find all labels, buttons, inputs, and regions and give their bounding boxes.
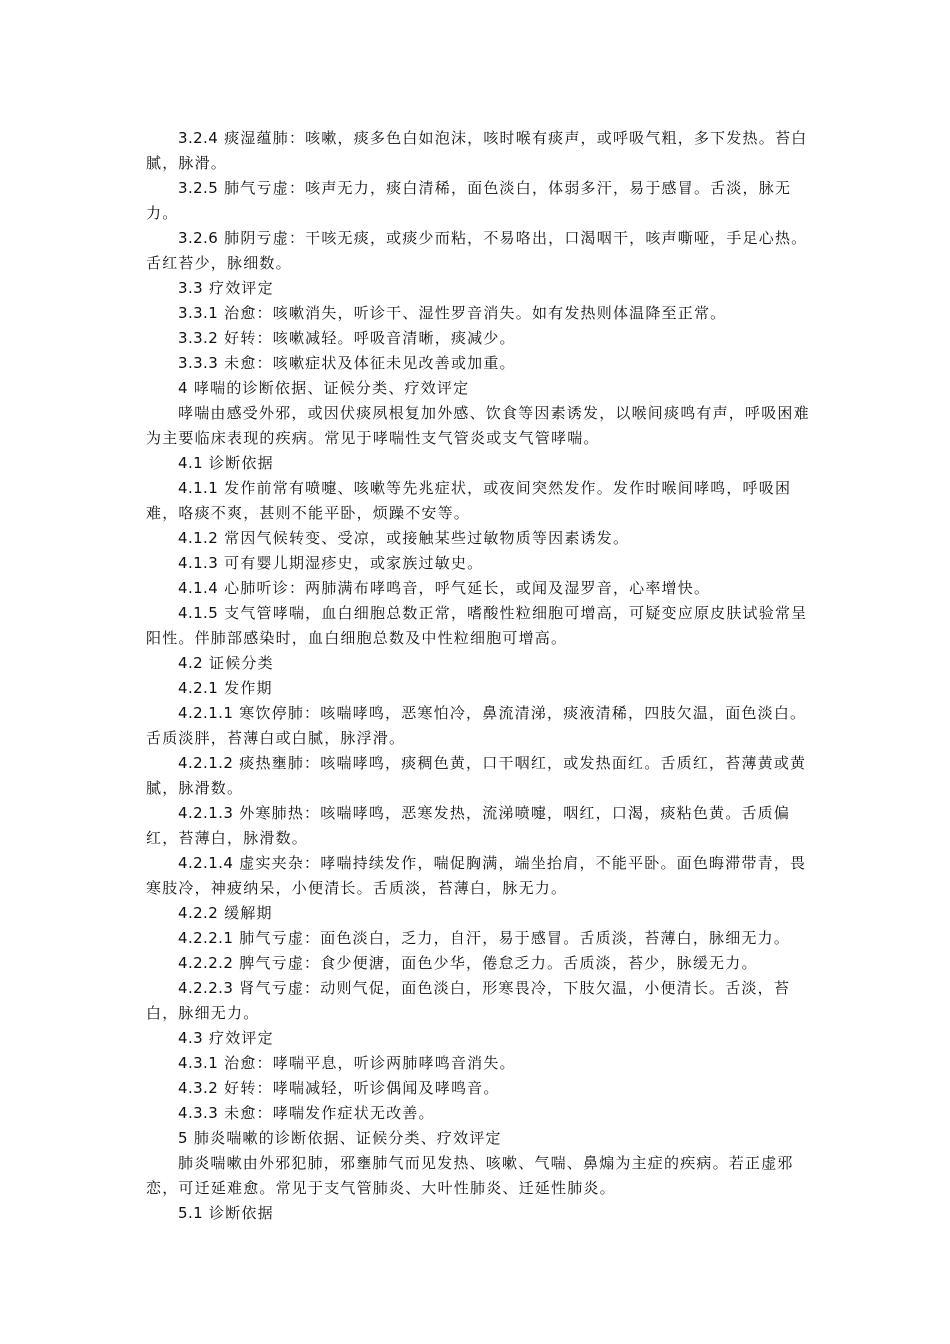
section-number: 4.3 (178, 1029, 204, 1047)
paragraph-4-3-2 (146, 1076, 818, 1101)
paragraph-3-2-4 (146, 126, 818, 176)
section-number: 3.3.1 (178, 304, 219, 322)
section-number: 4.3.2 (178, 1079, 219, 1097)
section-number: 4.2.1.4 (178, 854, 234, 872)
paragraph-4-2-2-2 (146, 951, 818, 976)
paragraph-text: 可有婴儿期湿疹史，或家族过敏史。 (218, 554, 484, 572)
section-number: 4.2.2 (178, 904, 219, 922)
paragraph-4-1-1 (146, 476, 818, 526)
paragraph-3-3-2 (146, 326, 818, 351)
heading-4-2-2 (146, 901, 818, 926)
section-number: 3.2.6 (178, 229, 219, 247)
section-number: 4.1.3 (178, 554, 219, 572)
heading-text: 缓解期 (218, 904, 273, 922)
heading-5-1 (146, 1201, 818, 1226)
paragraph-4-1-4 (146, 576, 818, 601)
section-number: 4.3.1 (178, 1054, 219, 1072)
paragraph-text: 常因气候转变、受凉，或接触某些过敏物质等因素诱发。 (218, 529, 630, 547)
section-number: 4.2.2.1 (178, 929, 234, 947)
paragraph-3-2-6 (146, 226, 818, 276)
section-number: 5 (178, 1129, 188, 1147)
paragraph-text: 心肺听诊：两肺满布哮鸣音，呼气延长，或闻及湿罗音，心率增快。 (218, 579, 711, 597)
heading-text: 疗效评定 (203, 279, 274, 297)
heading-text: 疗效评定 (203, 1029, 274, 1047)
section-number: 4 (178, 379, 188, 397)
paragraph-text: 痰热壅肺：咳喘哮鸣，痰稠色黄，口干咽红，或发热面红。舌质红，苔薄黄或黄腻，脉滑数。 (146, 754, 807, 797)
paragraph-4-3-1 (146, 1051, 818, 1076)
paragraph-3-3-3 (146, 351, 818, 376)
heading-4 (146, 376, 818, 401)
section-number: 4.1.5 (178, 604, 219, 622)
section-number: 4.3.3 (178, 1104, 219, 1122)
paragraph-pneumonia-intro (146, 1151, 818, 1201)
paragraph-text: 治愈：咳嗽消失，听诊干、湿性罗音消失。如有发热则体温降至正常。 (218, 304, 727, 322)
paragraph-4-2-1-4 (146, 851, 818, 901)
paragraph-text: 脾气亏虚：食少便溏，面色少华，倦怠乏力。舌质淡，苔少，脉缓无力。 (233, 954, 758, 972)
heading-4-2-1 (146, 676, 818, 701)
paragraph-text: 治愈：哮喘平息，听诊两肺哮鸣音消失。 (218, 1054, 516, 1072)
section-number: 3.3.2 (178, 329, 219, 347)
section-number: 3.2.4 (178, 129, 219, 147)
section-number: 4.1 (178, 454, 204, 472)
section-number: 4.1.4 (178, 579, 219, 597)
section-number: 4.2.1.2 (178, 754, 234, 772)
heading-text: 诊断依据 (203, 1204, 274, 1222)
paragraph-text: 外寒肺热：咳喘哮鸣，恶寒发热，流涕喷嚏，咽红，口渴，痰粘色黄。舌质偏红，苔薄白，脉滑数。 (146, 804, 791, 847)
paragraph-4-2-2-3 (146, 976, 818, 1026)
paragraph-text: 哮喘由感受外邪，或因伏痰夙根复加外感、饮食等因素诱发，以喉间痰鸣有声，呼吸困难为主要临床表现的疾病。常见于哮喘性支气管炎或支气管哮喘。 (146, 404, 810, 447)
paragraph-4-1-5 (146, 601, 818, 651)
paragraph-text: 肺气亏虚：面色淡白，乏力，自汗，易于感冒。舌质淡，苔薄白，脉细无力。 (233, 929, 791, 947)
paragraph-3-3-1 (146, 301, 818, 326)
section-number: 4.2.2.2 (178, 954, 234, 972)
heading-3-3 (146, 276, 818, 301)
paragraph-4-1-3 (146, 551, 818, 576)
paragraph-3-2-5 (146, 176, 818, 226)
heading-text: 诊断依据 (203, 454, 274, 472)
section-number: 4.1.1 (178, 479, 219, 497)
paragraph-text: 寒饮停肺：咳喘哮鸣，恶寒怕冷，鼻流清涕，痰液清稀，四肢欠温，面色淡白。舌质淡胖，苔薄白或白腻，脉浮滑。 (146, 704, 807, 747)
heading-5 (146, 1126, 818, 1151)
paragraph-text: 痰湿蕴肺：咳嗽，痰多色白如泡沫，咳时喉有痰声，或呼吸气粗，多下发热。苔白腻，脉滑。 (146, 129, 808, 172)
document-body (146, 126, 818, 1226)
paragraph-text: 肺阴亏虚：干咳无痰，或痰少而粘，不易咯出，口渴咽干，咳声嘶哑，手足心热。舌红苔少，脉细数。 (146, 229, 808, 272)
paragraph-text: 肺气亏虚：咳声无力，痰白清稀，面色淡白，体弱多汗，易于感冒。舌淡，脉无力。 (146, 179, 792, 222)
paragraph-text: 支气管哮喘，血白细胞总数正常，嗜酸性粒细胞可增高，可疑变应原皮肤试验常呈阳性。伴肺部感染时，血白细胞总数及中性粒细胞可增高。 (146, 604, 808, 647)
heading-text: 证候分类 (203, 654, 274, 672)
paragraph-4-2-1-3 (146, 801, 818, 851)
paragraph-text: 未愈：咳嗽症状及体征未见改善或加重。 (218, 354, 516, 372)
section-number: 5.1 (178, 1204, 204, 1222)
section-number: 3.3.3 (178, 354, 219, 372)
paragraph-text: 好转：哮喘减轻，听诊偶闻及哮鸣音。 (218, 1079, 500, 1097)
section-number: 4.1.2 (178, 529, 219, 547)
heading-4-3 (146, 1026, 818, 1051)
section-number: 4.2.2.3 (178, 979, 234, 997)
heading-4-1 (146, 451, 818, 476)
paragraph-asthma-intro (146, 401, 818, 451)
paragraph-4-1-2 (146, 526, 818, 551)
paragraph-text: 肺炎喘嗽由外邪犯肺，邪壅肺气而见发热、咳嗽、气喘、鼻煽为主症的疾病。若正虚邪恋，可迁延难愈。常见于支气管肺炎、大叶性肺炎、迁延性肺炎。 (146, 1154, 794, 1197)
section-number: 4.2.1 (178, 679, 219, 697)
section-number: 3.2.5 (178, 179, 219, 197)
section-number: 3.3 (178, 279, 204, 297)
heading-text: 发作期 (218, 679, 273, 697)
paragraph-4-2-1-1 (146, 701, 818, 751)
paragraph-text: 好转：咳嗽减轻。呼吸音清晰，痰减少。 (218, 329, 516, 347)
paragraph-4-2-1-2 (146, 751, 818, 801)
paragraph-text: 肾气亏虚：动则气促，面色淡白，形寒畏冷，下肢欠温，小便清长。舌淡，苔白，脉细无力。 (146, 979, 791, 1022)
heading-4-2 (146, 651, 818, 676)
section-number: 4.2.1.3 (178, 804, 234, 822)
paragraph-4-3-3 (146, 1101, 818, 1126)
heading-text: 哮喘的诊断依据、证候分类、疗效评定 (187, 379, 470, 397)
heading-text: 肺炎喘嗽的诊断依据、证候分类、疗效评定 (187, 1129, 502, 1147)
paragraph-text: 发作前常有喷嚏、咳嗽等先兆症状，或夜间突然发作。发作时喉间哮鸣，呼吸困难，咯痰不爽，甚则不能平卧，烦躁不安等。 (146, 479, 792, 522)
section-number: 4.2.1.1 (178, 704, 234, 722)
paragraph-text: 未愈：哮喘发作症状无改善。 (218, 1104, 435, 1122)
section-number: 4.2 (178, 654, 204, 672)
paragraph-4-2-2-1 (146, 926, 818, 951)
paragraph-text: 虚实夹杂：哮喘持续发作，喘促胸满，端坐抬肩，不能平卧。面色晦滞带青，畏寒肢冷，神疲纳呆，小便清长。舌质淡，苔薄白，脉无力。 (146, 854, 807, 897)
